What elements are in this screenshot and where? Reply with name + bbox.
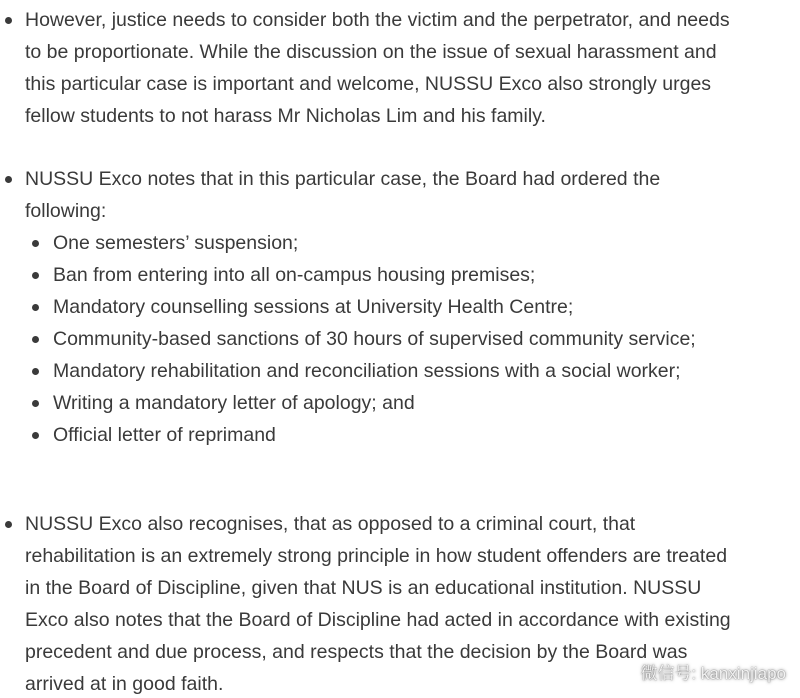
list-item: One semesters’ suspension; [25,227,740,259]
list-item: Official letter of reprimand [25,419,740,451]
bullet-list-1 [0,4,760,132]
bullet-paragraph-proportionate [0,4,760,132]
paragraph-text: However, justice needs to consider both the victim and the perpetrator, and needs to be proportionate. While the discussion on the issue of sexual harassment and this particular case is important and welcome, NUSSU Exco also strongly urges fellow students to not harass Mr Nicholas Lim and his family. [25,9,730,127]
list-item: Ban from entering into all on-campus housing premises; [25,259,740,291]
bullet-paragraph-board-orders [0,163,760,451]
wechat-icon [604,662,634,686]
list-item: Mandatory rehabilitation and reconciliation sessions with a social worker; [25,355,740,387]
bullet-list-2 [0,163,760,451]
list-item: Writing a mandatory letter of apology; and [25,387,740,419]
wechat-watermark [604,658,786,690]
list-item: Mandatory counselling sessions at University Health Centre; [25,291,740,323]
watermark-label: 微信号: kanxinjiapo [640,664,786,683]
list-item: Community-based sanctions of 30 hours of supervised community service; [25,323,740,355]
paragraph-text: NUSSU Exco notes that in this particular case, the Board had ordered the following: [25,168,661,222]
paragraph-text: NUSSU Exco also recognises, that as opposed to a criminal court, that rehabilitation is an extremely strong principle in how student offenders are treated in the Board of Discipline, given that NUS is an educational institution. NUSSU Exco also notes that the Board of Discipline had acted in accordance with existing precedent and due process, and respects that the decision by the Board was arrived at in good faith. [25,513,731,695]
sanctions-list [25,227,740,451]
